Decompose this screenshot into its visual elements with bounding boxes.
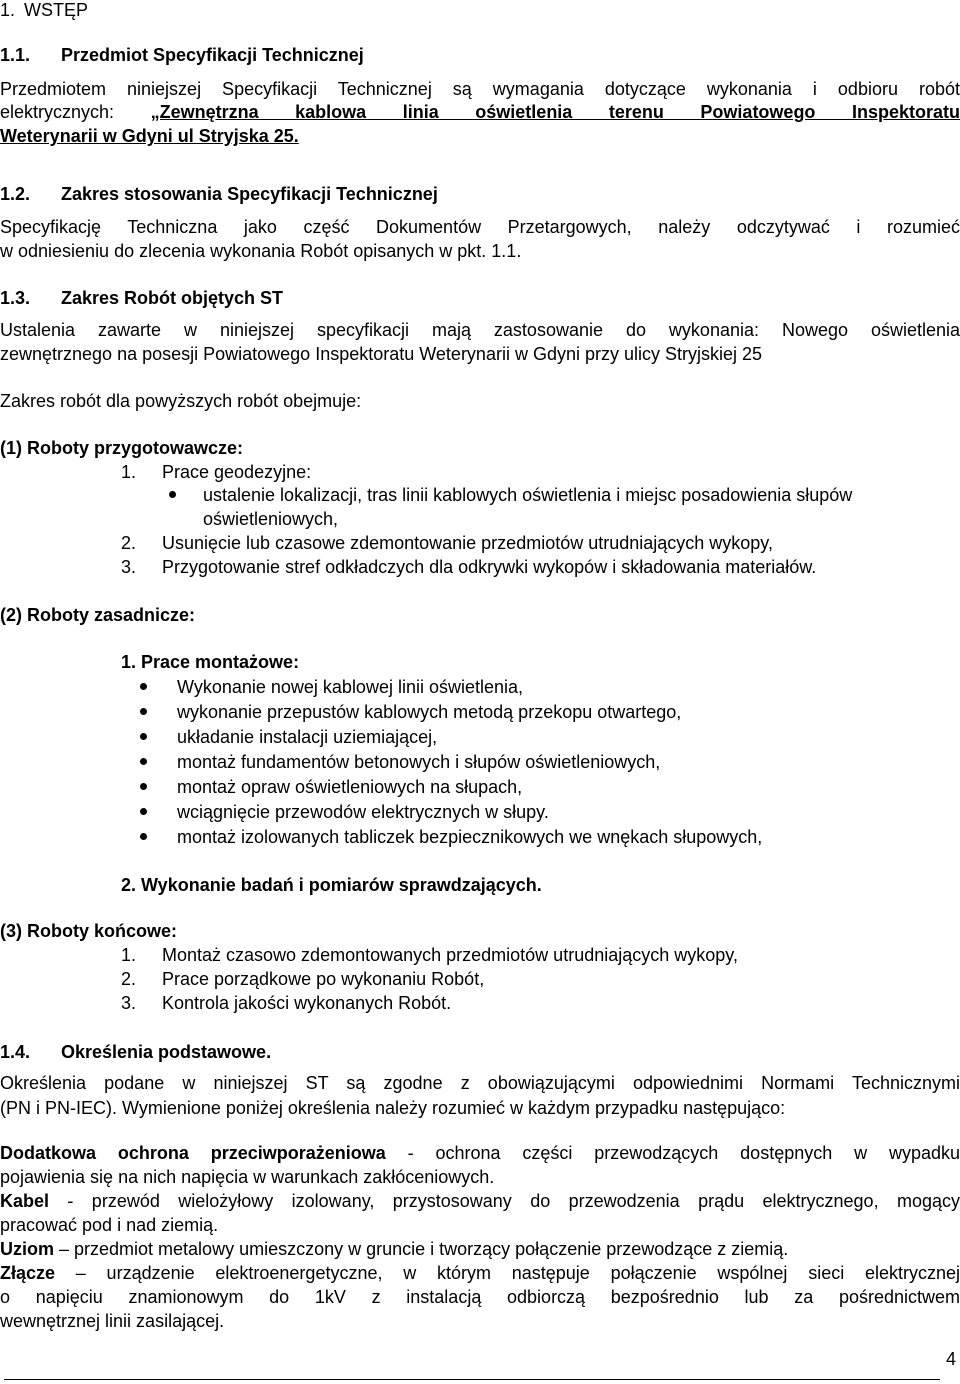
main-bullet: montaż izolowanych tabliczek bezpiecznikowych we wnękach słupowych,: [177, 827, 763, 847]
main-bullet: wciągnięcie przewodów elektrycznych w słupy.: [177, 802, 549, 822]
item-text: Prace porządkowe po wykonaniu Robót,: [162, 969, 485, 989]
page-number: 4: [945, 1349, 956, 1369]
section-1-1-heading: [0, 43, 364, 67]
bullet-icon: [140, 733, 147, 740]
definition-2-line-2: pracować pod i nad ziemią.: [0, 1215, 219, 1235]
definition-2-line-1: [0, 1189, 960, 1213]
main-bullet: układanie instalacji uziemiającej,: [177, 727, 438, 747]
section-number: 1.2.: [0, 184, 31, 204]
chapter-title: WSTĘP: [24, 0, 89, 20]
bullet-icon: [140, 708, 147, 715]
main-bullet: montaż fundamentów betonowych i słupów oświetleniowych,: [177, 752, 661, 772]
footer-divider: [4, 1379, 940, 1380]
scope-intro: Zakres robót dla powyższych robót obejmuje:: [0, 391, 362, 411]
definition-term: Uziom: [0, 1239, 54, 1259]
prep-item-2: [121, 531, 773, 555]
section-1-2-line-1: Specyfikację Techniczna jako część Dokumentów Przetargowych, należy odczytywać i rozumieć: [0, 217, 960, 237]
section-title: Określenia podstawowe.: [61, 1042, 272, 1062]
definition-4-line-3: wewnętrznej linii zasilającej.: [0, 1311, 225, 1331]
section-1-4-line-1: Określenia podane w niniejszej ST są zgodne z obowiązującymi odpowiednimi Normami Technicznymi: [0, 1073, 960, 1093]
section-number: 1.4.: [0, 1042, 31, 1062]
item-text: Prace geodezyjne:: [162, 462, 312, 482]
prep-item-1: [121, 460, 312, 484]
preparatory-works-heading: (1) Roboty przygotowawcze:: [0, 438, 244, 458]
item-number: 1.: [121, 462, 137, 482]
prep-bullet-line-1: ustalenie lokalizacji, tras linii kablowych oświetlenia i miejsc posadowienia słupów: [203, 485, 853, 505]
project-name-part-1: „Zewnętrzna kablowa linia oświetlenia terenu Powiatowego Inspektoratu: [150, 102, 960, 122]
definition-text: – przedmiot metalowy umieszczony w gruncie i tworzący połączenie przewodzące z ziemią.: [54, 1239, 789, 1259]
final-item: [121, 991, 452, 1015]
definition-term: Kabel: [0, 1191, 50, 1211]
final-item: [121, 967, 485, 991]
section-1-3-line-2: zewnętrznego na posesji Powiatowego Inspektoratu Weterynarii w Gdyni przy ulicy Stryjskiej 25: [0, 344, 763, 364]
item-text: Usunięcie lub czasowe zdemontowanie przedmiotów utrudniających wykopy,: [162, 533, 773, 553]
bullet-icon: [140, 833, 147, 840]
definition-term: Złącze: [0, 1263, 56, 1283]
item-number: 2.: [121, 969, 137, 989]
section-1-3-line-1: Ustalenia zawarte w niniejszej specyfikacji mają zastosowanie do wykonania: Nowego oświetlenia: [0, 320, 960, 340]
item-number: 1.: [121, 945, 137, 965]
prep-item-3: [121, 555, 817, 579]
project-name-part-2: Weterynarii w Gdyni ul Stryjska 25.: [0, 126, 299, 146]
final-works-heading: (3) Roboty końcowe:: [0, 921, 178, 941]
main-item-2: 2. Wykonanie badań i pomiarów sprawdzających.: [121, 875, 542, 895]
main-works-heading: (2) Roboty zasadnicze:: [0, 605, 196, 625]
chapter-number: 1.: [0, 0, 16, 20]
definition-1-line-2: pojawienia się na nich napięcia w warunkach zakłóceniowych.: [0, 1167, 495, 1187]
final-item: [121, 943, 738, 967]
definition-1-line-1: [0, 1141, 960, 1165]
bullet-icon: [140, 808, 147, 815]
main-bullet: Wykonanie nowej kablowej linii oświetlenia,: [177, 677, 524, 697]
section-1-1-line-1: Przedmiotem niniejszej Specyfikacji Technicznej są wymagania dotyczące wykonania i odbioru robót: [0, 79, 960, 99]
section-1-2-line-2: w odniesieniu do zlecenia wykonania Robót opisanych w pkt. 1.1.: [0, 241, 522, 261]
definition-4-line-1: [0, 1261, 960, 1285]
bullet-icon: [140, 758, 147, 765]
line-prefix: elektrycznych:: [0, 102, 151, 122]
section-1-4-line-2: (PN i PN-IEC). Wymienione poniżej określenia należy rozumieć w każdym przypadku następująco:: [0, 1098, 786, 1118]
item-number: 3.: [121, 993, 137, 1013]
prep-bullet-line-2: oświetleniowych,: [203, 509, 339, 529]
definition-text: - przewód wielożyłowy izolowany, przystosowany do przewodzenia prądu elektrycznego, mogący: [49, 1191, 960, 1211]
item-number: 3.: [121, 557, 137, 577]
definition-text: – urządzenie elektroenergetyczne, w którym następuje połączenie wspólnej sieci elektrycznej: [55, 1263, 960, 1283]
definition-text: - ochrona części przewodzących dostępnych w wypadku: [385, 1143, 960, 1163]
definition-term: Dodatkowa ochrona przeciwporażeniowa: [0, 1143, 386, 1163]
item-text: Kontrola jakości wykonanych Robót.: [162, 993, 452, 1013]
section-title: Zakres Robót objętych ST: [61, 288, 284, 308]
main-bullet: montaż opraw oświetleniowych na słupach,: [177, 777, 523, 797]
section-number: 1.1.: [0, 45, 31, 65]
section-number: 1.3.: [0, 288, 31, 308]
definition-4-line-2: o napięciu znamionowym do 1kV z instalacją odbiorczą bezpośrednio lub za pośrednictwem: [0, 1287, 960, 1307]
bullet-icon: [140, 683, 147, 690]
item-text: Montaż czasowo zdemontowanych przedmiotów utrudniających wykopy,: [162, 945, 738, 965]
item-number: 2.: [121, 533, 137, 553]
definition-3-line-1: [0, 1237, 788, 1261]
section-1-4-heading: [0, 1040, 272, 1064]
item-text: Przygotowanie stref odkładczych dla odkrywki wykopów i składowania materiałów.: [162, 557, 817, 577]
chapter-heading: [0, 0, 88, 22]
section-1-1-line-2: [0, 100, 960, 124]
main-bullet: wykonanie przepustów kablowych metodą przekopu otwartego,: [177, 702, 682, 722]
bullet-icon: [140, 783, 147, 790]
section-title: Zakres stosowania Specyfikacji Technicznej: [61, 184, 438, 204]
section-1-2-heading: [0, 182, 438, 206]
main-item-1: 1. Prace montażowe:: [121, 652, 300, 672]
section-title: Przedmiot Specyfikacji Technicznej: [61, 45, 364, 65]
section-1-3-heading: [0, 286, 284, 310]
bullet-icon: [169, 491, 176, 498]
